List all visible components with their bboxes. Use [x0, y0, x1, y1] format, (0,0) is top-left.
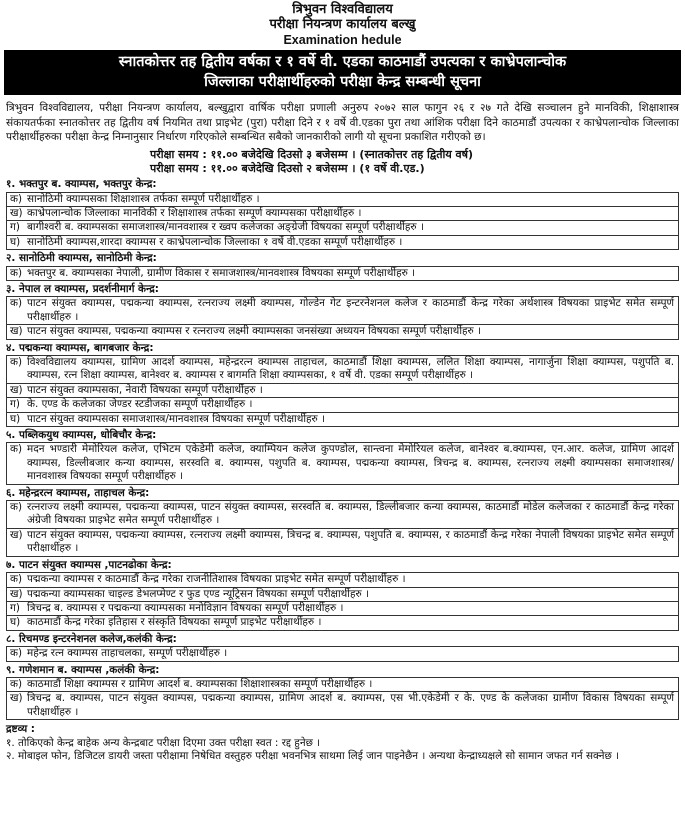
intro-paragraph: त्रिभुवन विश्वविद्यालय, परीक्षा नियन्त्रण कार्यालय, बल्खुद्वारा वार्षिक परीक्षा प्रणाली अनुरुप २०७२ साल फागुन २६ र २७ गते देखि सञ्चालन हुने मानविकी, शिक्षाशास्त्र संकायतर्फका स्नातकोत्तर तह द्वितीय वर्ष नियमित तथा प्राइभेट (पुरा) परीक्षा दिने र १ वर्षे वी.एडका पुरा तथा आंशिक परीक्षा दिने काठमाडौं उपत्यका र काभ्रेपलान्चोक जिल्लाका परीक्षार्थीहरुका परीक्षा केन्द्र निम्नानुसार निर्धारण गरिएकोले सम्बन्धित सबैको जानकारीको लागी यो सूचना प्रकाशित गरीएको छ।	[6, 102, 679, 143]
centers-list	[6, 178, 679, 720]
center-heading: ३. नेपाल ल क्याम्पस, प्रदर्शनीमार्ग केन्द्र:	[6, 282, 159, 295]
item-key: घ)	[10, 235, 21, 248]
center-heading: ४. पद्मकन्या क्याम्पस, बागबजार केन्द्र:	[6, 341, 154, 354]
notes	[6, 723, 679, 763]
list-item	[7, 384, 678, 398]
item-text: के. एण्ड के कलेजका जेण्डर स्टडीजका सम्पूर्ण परीक्षार्थीहरु ।	[27, 398, 253, 411]
center-items	[6, 442, 679, 484]
center-items	[6, 296, 679, 339]
item-key: ग)	[10, 221, 20, 234]
item-text: पाटन संयुक्त क्याम्पस, पद्मकन्या क्याम्पस, रत्नराज्य लक्ष्मी क्याम्पस, त्रिचन्द्र ब. क्याम्पस, पशुपति ब. क्याम्पस, र काठमाडौं केन्द्र गरेका नेपाली विषयका प्राइभेट समेत सम्पूर्ण परीक्षार्थीहरु ।	[27, 528, 674, 555]
item-key: ख)	[10, 325, 23, 338]
item-text: पाटन संयुक्त क्याम्पसका, नेवारी विषयका सम्पूर्ण परीक्षार्थीहरु ।	[27, 383, 263, 396]
list-item	[7, 356, 678, 384]
item-text: मदन भण्डारी मेमोरियल कलेज, एभिटम एकेडेमी कलेज, क्याम्पियन कलेज कुपण्डोल, सान्त्वना मेमोरियल कलेज, बानेश्वर ब.क्याम्पस, एन.आर. कलेज, ग्रामिण आदर्श क्याम्पस, डिल्लीबजार कन्या क्याम्पस, सरस्वति ब. क्याम्पस, पशुपति ब. क्याम्पस, पद्मकन्या क्याम्पस, त्रिचन्द्र ब. क्याम्पस, रत्नराज्य लक्ष्मी क्याम्पसका समाजशास्त्र/मानवशास्त्र विषयका सम्पूर्ण परीक्षार्थीहरु ।	[27, 443, 674, 483]
list-item	[7, 398, 678, 412]
list-item	[7, 221, 678, 235]
list-item	[7, 588, 678, 602]
center-heading: ६. महेन्द्ररत्न क्याम्पस, ताहाचल केन्द्र:	[6, 486, 150, 499]
exam-times	[150, 148, 685, 176]
item-text: काठमाडौं केन्द्र गरेका इतिहास र संस्कृति विषयका सम्पूर्ण प्राइभेट परीक्षार्थीहरु ।	[27, 616, 322, 629]
item-text: बागीश्वरी ब. क्याम्पसका समाजशास्त्र/मानवशास्त्र र ख्वप कलेजका अङ्ग्रेजी विषयका सम्पूर्ण परीक्षार्थीहरु ।	[27, 221, 424, 234]
item-text: पद्मकन्या क्याम्पसका चाइल्ड डेभलप्मेण्ट र फुड एण्ड न्यूट्रिसन विषयका सम्पूर्ण परीक्षार्थीहरु ।	[27, 587, 369, 600]
list-item	[7, 193, 678, 207]
center-items	[6, 500, 679, 557]
center-heading: ७. पाटन संयुक्त क्याम्पस ,पाटनढोका केन्द्र:	[6, 558, 172, 571]
item-text: पद्मकन्या क्याम्पस र काठमाडौं केन्द्र गरेका राजनीतिशास्त्र विषयका प्राइभेट समेत सम्पूर्ण परीक्षार्थीहरु ।	[27, 573, 406, 586]
notes-title: द्रष्टव्य :	[6, 723, 35, 736]
item-text: त्रिचन्द्र ब. क्याम्पस र पद्मकन्या क्याम्पसका मनोविज्ञान विषयका सम्पूर्ण परीक्षार्थीहरु ।	[27, 601, 344, 614]
list-item	[7, 692, 678, 720]
header	[0, 0, 685, 47]
list-item	[7, 501, 678, 529]
item-key: ग)	[10, 398, 20, 411]
item-text: काठमाडौं शिक्षा क्याम्पस र ग्रामिण आदर्श ब. क्याम्पसका शिक्षाशास्त्रका सम्पूर्ण परीक्षार्थीहरु ।	[27, 677, 373, 690]
list-item	[7, 616, 678, 630]
list-item	[7, 297, 678, 325]
center-heading: ५. पब्लिकयुथ क्याम्पस, धोबिचौर केन्द्र:	[6, 429, 157, 442]
list-item	[7, 678, 678, 692]
item-key: ग)	[10, 601, 20, 614]
center-items	[6, 192, 679, 251]
item-key: ख)	[10, 587, 23, 600]
list-item	[7, 647, 678, 661]
item-key: क)	[10, 297, 23, 310]
english-subtitle: Examination hedule	[283, 32, 402, 47]
center-items	[6, 646, 679, 661]
note-item: १. तोकिएको केन्द्र बाहेक अन्य केन्द्रबाट परीक्षा दिएमा उक्त परीक्षा स्वत : रद्द हुनेछ ।	[6, 736, 321, 749]
center-heading: ९. गणेशमान ब. क्याम्पस ,कलंकी केन्द्र:	[6, 663, 160, 676]
center-heading: ८. रिचमण्ड इन्टरनेशनल कलेज,कलंकी केन्द्र:	[6, 632, 177, 645]
university-name: त्रिभुवन विश्वविद्यालय	[292, 2, 393, 17]
item-text: काभ्रेपलान्चोक जिल्लाका मानविकी र शिक्षाशास्त्र तर्फका सम्पूर्ण क्याम्पसका परीक्षार्थीहरु ।	[27, 206, 362, 219]
center-heading: १. भक्तपुर ब. क्याम्पस, भक्तपुर केन्द्र:	[6, 178, 157, 191]
item-text: विश्वविद्यालय क्याम्पस, ग्रामिण आदर्श क्याम्पस, महेन्द्ररत्न क्याम्पस ताहाचल, काठमाडौं शिक्षा क्याम्पस, ललित शिक्षा क्याम्पस, नागार्जुना शिक्षा क्याम्पस, पशुपति ब. क्याम्पस, रत्न शिक्षा क्याम्पस, बानेश्वर ब. क्याम्पस र बागमति शिक्षा क्याम्पसका, १ वर्षे वी. एडका सम्पूर्ण परीक्षार्थीहरु ।	[27, 356, 674, 382]
item-key: ख)	[10, 206, 23, 219]
item-text: त्रिचन्द्र ब. क्याम्पस, पाटन संयुक्त क्याम्पस, पद्मकन्या क्याम्पस, ग्रामिण आदर्श ब. क्याम्पस, एस भी.एकेडेमी र के. एण्ड के कलेजका ग्रामीण विकास विषयका सम्पूर्ण परीक्षार्थीहरु ।	[27, 692, 674, 718]
center-heading: २. सानोठिमी क्याम्पस, सानोठिमी केन्द्र:	[6, 252, 157, 265]
item-key: ख)	[10, 528, 23, 541]
item-key: ख)	[10, 692, 23, 705]
list-item	[7, 267, 678, 281]
office-name: परीक्षा नियन्त्रण कार्यालय बल्खु	[269, 16, 416, 32]
item-key: क)	[10, 356, 23, 369]
notice-banner	[4, 50, 681, 95]
exam-time-bed: परीक्षा समय : ११.०० बजेदेखि दिउसो २ बजेसम्म । (१ वर्षे वी.एड.)	[150, 162, 425, 176]
item-text: पाटन संयुक्त क्याम्पसका समाजशास्त्र/मानवशास्त्र विषयका सम्पूर्ण परीक्षार्थीहरु ।	[27, 412, 326, 425]
center-items	[6, 355, 679, 427]
center-items	[6, 677, 679, 720]
item-key: क)	[10, 501, 23, 514]
item-text: रत्नराज्य लक्ष्मी क्याम्पस, पद्मकन्या क्याम्पस, पाटन संयुक्त क्याम्पस, सरस्वति ब. क्याम्पस, डिल्लीबजार कन्या क्याम्पस, काठमाडौं मोडेल कलेजका र काठमाडौं केन्द्र गरेका अंग्रेजी विषयका प्राइभेट समेत सम्पूर्ण परीक्षार्थीहरु ।	[27, 501, 674, 527]
note-item: २. मोबाइल फोन, डिजिटल डायरी जस्ता परीक्षामा निषेधित वस्तुहरु परीक्षा भवनभित्र साथमा लिई जान पाइनेछैन । अन्यथा केन्द्राध्यक्षले सो सामान जफत गर्न सक्नेछ ।	[6, 749, 619, 762]
list-item	[7, 325, 678, 339]
list-item	[7, 207, 678, 221]
item-text: भक्तपुर ब. क्याम्पसका नेपाली, ग्रामीण विकास र समाजशास्त्र/मानवशास्त्र विषयका सम्पूर्ण परीक्षार्थीहरु ।	[27, 266, 416, 279]
item-text: पाटन संयुक्त क्याम्पस, पद्मकन्या क्याम्पस, रत्नराज्य लक्ष्मी क्याम्पस, गोल्डेन गेट इन्टरनेशनल कलेज र काठमाडौं केन्द्र गरेका अर्थशास्त्र विषयका प्राइभेट समेत सम्पूर्ण परीक्षार्थीहरु ।	[27, 297, 674, 323]
item-text: महेन्द्र रत्न क्याम्पस ताहाचलका, सम्पूर्ण परीक्षार्थीहरु ।	[27, 647, 228, 660]
item-key: क)	[10, 573, 23, 586]
item-key: घ)	[10, 412, 21, 425]
list-item	[7, 602, 678, 616]
item-key: क)	[10, 647, 23, 660]
exam-time-masters: परीक्षा समय : ११.०० बजेदेखि दिउसो ३ बजेसम्म । (स्नातकोत्तर तह द्वितीय वर्ष)	[150, 148, 474, 162]
list-item	[7, 529, 678, 557]
item-text: सानोठिमी क्याम्पस,शारदा क्याम्पस र काभ्रेपलान्चोक जिल्लाका १ वर्षे वी.एडका सम्पूर्ण परीक्षार्थीहरु ।	[27, 235, 403, 248]
item-key: क)	[10, 192, 23, 205]
item-key: ख)	[10, 383, 23, 396]
list-item	[7, 443, 678, 484]
banner-line-1: स्नातकोत्तर तह द्वितीय वर्षका र १ वर्षे वी. एडका काठमाडौं उपत्यका र काभ्रेपलान्चोक	[118, 54, 567, 71]
item-text: पाटन संयुक्त क्याम्पस, पद्मकन्या क्याम्पस र रत्नराज्य लक्ष्मी क्याम्पसका जनसंख्या अध्ययन विषयका सम्पूर्ण परीक्षार्थीहरु ।	[27, 325, 481, 338]
list-item	[7, 573, 678, 587]
item-key: क)	[10, 443, 23, 456]
banner-line-2: जिल्लाका परीक्षार्थीहरुको परीक्षा केन्द्र सम्बन्धी सूचना	[204, 74, 481, 91]
list-item	[7, 413, 678, 427]
center-items	[6, 266, 679, 281]
item-key: क)	[10, 677, 23, 690]
item-key: घ)	[10, 616, 21, 629]
item-key: क)	[10, 266, 23, 279]
item-text: सानोठिमी क्याम्पसका शिक्षाशास्त्र तर्फका सम्पूर्ण परीक्षार्थीहरु ।	[27, 192, 260, 205]
center-items	[6, 572, 679, 631]
list-item	[7, 236, 678, 250]
